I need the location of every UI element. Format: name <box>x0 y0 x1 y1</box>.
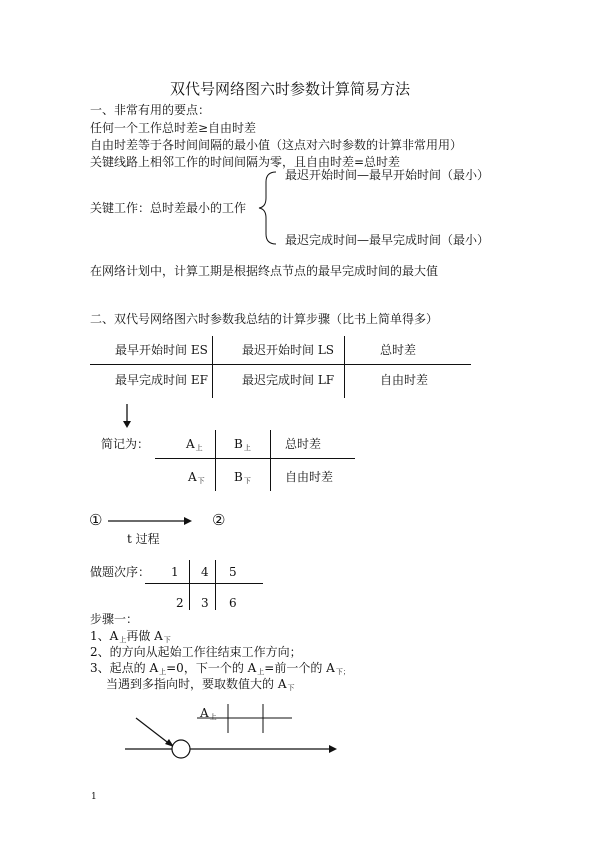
key-work-bottom: 最迟完成时间—最早完成时间（最小） <box>285 233 490 247</box>
shorthand-ff: 自由时差 <box>285 470 334 484</box>
shorthand-a-up: $A_上$ <box>186 437 203 452</box>
step1-item-4: 当遇到多指向时，要取数值大的 $A_下$ <box>106 677 295 692</box>
shorthand-label: 简记为： <box>101 437 150 451</box>
section1-heading: 一、非常有用的要点： <box>90 103 211 117</box>
shorthand-a-down: $A_下$ <box>188 470 205 485</box>
node-end: ② <box>212 511 226 529</box>
point-2: 自由时差等于各时间间隔的最小值（这点对六时参数的计算非常用用） <box>90 138 463 152</box>
ff-label: 自由时差 <box>380 373 429 387</box>
order-bottom-2: 3 <box>201 596 209 610</box>
key-work-top: 最迟开始时间—最早开始时间（最小） <box>285 168 490 182</box>
key-work-label: 关键工作：总时差最小的工作 <box>90 201 247 215</box>
page-number: 1 <box>91 792 97 802</box>
order-bottom-3: 6 <box>229 596 237 610</box>
es-label: 最早开始时间 ES <box>115 343 208 357</box>
shorthand-b-down: $B_下$ <box>234 470 251 485</box>
lf-label: 最迟完成时间 LF <box>242 373 335 387</box>
shorthand-b-up: $B_上$ <box>234 437 251 452</box>
node-start: ① <box>89 511 103 529</box>
section2-heading: 二、双代号网络图六时参数我总结的计算步骤（比书上简单得多） <box>90 312 439 326</box>
order-bottom-1: 2 <box>176 596 184 610</box>
ef-label: 最早完成时间 EF <box>115 373 208 387</box>
page-title: 双代号网络图六时参数计算简易方法 <box>170 80 411 98</box>
tf-label: 总时差 <box>380 343 417 357</box>
step1-item-3: 3、起点的 $A_上=0$，下一个的 $A_上=$前一个的 $A_{下;}$ <box>90 661 350 676</box>
point-1: 任何一个工作总时差≥自由时差 <box>90 121 257 135</box>
process-label: t 过程 <box>127 532 160 546</box>
point-3: 关键线路上相邻工作的时间间隔为零，且自由时差=总时差 <box>90 155 401 169</box>
order-top-3: 5 <box>229 565 237 579</box>
shorthand-tf: 总时差 <box>285 437 322 451</box>
ls-label: 最迟开始时间 LS <box>242 343 335 357</box>
diagram-a-up: $A_上$ <box>200 706 217 721</box>
network-plan-note: 在网络计划中，计算工期是根据终点节点的最早完成时间的最大值 <box>90 264 439 278</box>
order-top-1: 1 <box>171 565 179 579</box>
order-label: 做题次序： <box>90 565 151 579</box>
step1-item-1: 1、$A_上$再做 $A_下$ <box>90 629 171 644</box>
step1-item-2: 2、的方向从起始工作往结束工作方向； <box>90 645 302 659</box>
order-top-2: 4 <box>201 565 209 579</box>
step1-heading: 步骤一： <box>90 612 139 626</box>
